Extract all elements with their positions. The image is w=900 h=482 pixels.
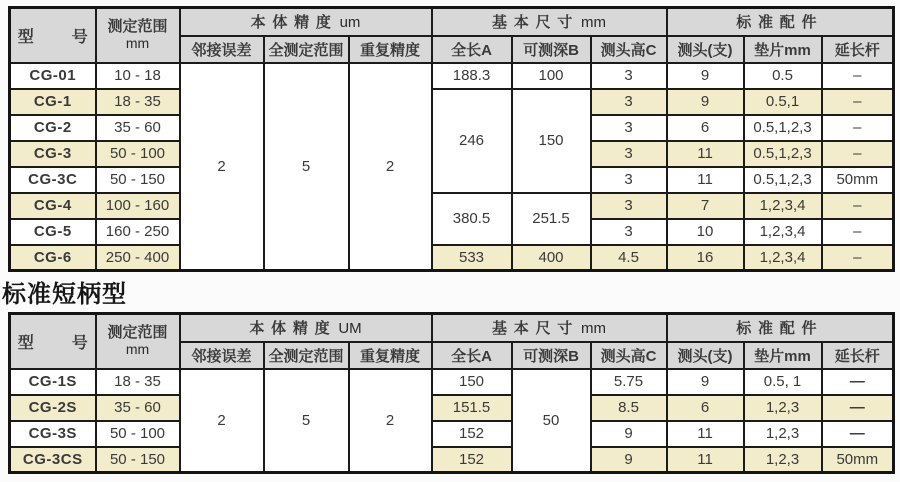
table-row (10, 369, 894, 395)
cell-length-a: 533 (432, 245, 512, 271)
header-probes: 测头(支) (667, 342, 744, 369)
cell-probes: 9 (667, 369, 744, 395)
cell-depth-b-merged: 150 (512, 89, 591, 193)
cell-spacers: 0.5,1,2,3 (744, 167, 822, 193)
cell-depth-b: 100 (512, 63, 591, 89)
cell-model: CG-2 (10, 115, 96, 141)
cell-range: 50 - 100 (96, 141, 180, 167)
cell-depth-b-merged: 50 (512, 369, 591, 473)
header-range (96, 314, 180, 369)
cell-length-a: 152 (432, 447, 512, 473)
cell-spacers: 1,2,3 (744, 447, 822, 473)
cell-extension: – (822, 141, 894, 167)
header-dims-group: 基本尺寸 mm (432, 314, 667, 342)
cell-probes: 6 (667, 395, 744, 421)
cell-spacers: 1,2,3,4 (744, 245, 822, 271)
cell-model: CG-3C (10, 167, 96, 193)
cell-model: CG-1 (10, 89, 96, 115)
header-accessories-group: 标准配件 (667, 8, 894, 36)
cell-extension: – (822, 89, 894, 115)
header-repeatability: 重复精度 (349, 342, 432, 369)
cell-repeatability-merged: 2 (349, 369, 432, 473)
cell-extension: 50mm (822, 167, 894, 193)
cell-full-range-merged: 5 (264, 369, 349, 473)
header-full-range: 全测定范围 (264, 36, 349, 63)
cell-head-c: 9 (591, 421, 667, 447)
cell-head-c: 5.75 (591, 369, 667, 395)
cell-probes: 9 (667, 89, 744, 115)
cell-extension: – (822, 115, 894, 141)
cell-head-c: 3 (591, 167, 667, 193)
cell-repeatability-merged: 2 (349, 63, 432, 271)
cell-extension: – (822, 193, 894, 219)
cell-probes: 16 (667, 245, 744, 271)
cell-range: 10 - 18 (96, 63, 180, 89)
cell-range: 160 - 250 (96, 219, 180, 245)
cell-probes: 7 (667, 193, 744, 219)
spec-table-standard (8, 6, 895, 272)
accuracy-unit: um (339, 14, 361, 32)
cell-probes: 11 (667, 421, 744, 447)
header-dims-group: 基本尺寸 mm (432, 8, 667, 36)
cell-range: 50 - 150 (96, 167, 180, 193)
header-model-label: 型 号 (17, 334, 88, 352)
table-row (10, 245, 894, 271)
section-heading-short-handle: 标准短柄型 (2, 281, 127, 308)
spec-table-short-handle (8, 312, 895, 474)
cell-spacers: 0.5,1,2,3 (744, 115, 822, 141)
header-head-c: 测头高C (591, 342, 667, 369)
header-depth-b: 可测深B (512, 36, 591, 63)
cell-model: CG-5 (10, 219, 96, 245)
cell-model: CG-4 (10, 193, 96, 219)
header-full-range: 全测定范围 (264, 342, 349, 369)
header-accessories-group: 标准配件 (667, 314, 894, 342)
header-range-unit: mm (125, 340, 150, 357)
cell-probes: 10 (667, 219, 744, 245)
table-row (10, 395, 894, 421)
cell-extension: — (822, 395, 894, 421)
cell-range: 50 - 150 (96, 447, 180, 473)
cell-spacers: 0.5 (744, 63, 822, 89)
header-model (10, 8, 96, 63)
cell-range: 100 - 160 (96, 193, 180, 219)
cell-adjacent-error-merged: 2 (180, 369, 264, 473)
dims-unit: mm (581, 14, 607, 32)
cell-depth-b: 400 (512, 245, 591, 271)
cell-extension: — (822, 421, 894, 447)
accuracy-unit: UM (338, 320, 362, 338)
cell-head-c: 9 (591, 447, 667, 473)
header-repeatability: 重复精度 (349, 36, 432, 63)
cell-model: CG-01 (10, 63, 96, 89)
cell-extension: – (822, 245, 894, 271)
cell-model: CG-3S (10, 421, 96, 447)
header-extension: 延长杆 (822, 36, 894, 63)
cell-probes: 6 (667, 115, 744, 141)
cell-model: CG-6 (10, 245, 96, 271)
cell-spacers: 1,2,3,4 (744, 219, 822, 245)
cell-length-a: 152 (432, 421, 512, 447)
cell-extension: – (822, 219, 894, 245)
cell-probes: 11 (667, 167, 744, 193)
cell-extension: 50mm (822, 447, 894, 473)
table-row (10, 193, 894, 219)
header-range-unit: mm (125, 34, 150, 51)
header-range-label: 测定范围 (107, 18, 168, 36)
header-spacers: 垫片mm (744, 36, 822, 63)
cell-length-a-merged: 246 (432, 89, 512, 193)
header-spacers: 垫片mm (744, 342, 822, 369)
header-extension: 延长杆 (822, 342, 894, 369)
cell-probes: 11 (667, 447, 744, 473)
cell-model: CG-3 (10, 141, 96, 167)
cell-probes: 11 (667, 141, 744, 167)
header-head-c: 测头高C (591, 36, 667, 63)
table-row (10, 63, 894, 89)
cell-head-c: 8.5 (591, 395, 667, 421)
cell-spacers: 0.5,1,2,3 (744, 141, 822, 167)
table-row (10, 89, 894, 115)
cell-probes: 9 (667, 63, 744, 89)
header-length-a: 全长A (432, 36, 512, 63)
cell-spacers: 0.5,1 (744, 89, 822, 115)
header-model (10, 314, 96, 369)
header-model-label: 型 号 (17, 28, 88, 46)
cell-spacers: 1,2,3,4 (744, 193, 822, 219)
cell-length-a: 150 (432, 369, 512, 395)
cell-head-c: 3 (591, 193, 667, 219)
cell-spacers: 0.5, 1 (744, 369, 822, 395)
header-accuracy-group: 本体精度 UM (180, 314, 432, 342)
cell-length-a: 188.3 (432, 63, 512, 89)
cell-range: 18 - 35 (96, 89, 180, 115)
cell-model: CG-3CS (10, 447, 96, 473)
cell-adjacent-error-merged: 2 (180, 63, 264, 271)
cell-head-c: 3 (591, 89, 667, 115)
header-length-a: 全长A (432, 342, 512, 369)
cell-model: CG-1S (10, 369, 96, 395)
table-row (10, 447, 894, 473)
header-probes: 测头(支) (667, 36, 744, 63)
cell-range: 35 - 60 (96, 395, 180, 421)
cell-full-range-merged: 5 (264, 63, 349, 271)
cell-spacers: 1,2,3 (744, 421, 822, 447)
cell-extension: – (822, 63, 894, 89)
cell-range: 250 - 400 (96, 245, 180, 271)
cell-head-c: 3 (591, 115, 667, 141)
cell-model: CG-2S (10, 395, 96, 421)
header-range (96, 8, 180, 63)
table-row (10, 421, 894, 447)
cell-extension: — (822, 369, 894, 395)
cell-range: 35 - 60 (96, 115, 180, 141)
header-depth-b: 可测深B (512, 342, 591, 369)
header-adjacent-error: 邻接误差 (180, 36, 264, 63)
dims-unit: mm (581, 320, 607, 338)
header-range-label: 测定范围 (107, 324, 168, 342)
cell-head-c: 3 (591, 63, 667, 89)
cell-depth-b-merged: 251.5 (512, 193, 591, 245)
cell-length-a-merged: 380.5 (432, 193, 512, 245)
header-accuracy-group: 本体精度 um (180, 8, 432, 36)
cell-head-c: 4.5 (591, 245, 667, 271)
cell-length-a: 151.5 (432, 395, 512, 421)
cell-range: 18 - 35 (96, 369, 180, 395)
header-adjacent-error: 邻接误差 (180, 342, 264, 369)
cell-head-c: 3 (591, 219, 667, 245)
cell-spacers: 1,2,3 (744, 395, 822, 421)
cell-head-c: 3 (591, 141, 667, 167)
cell-range: 50 - 100 (96, 421, 180, 447)
